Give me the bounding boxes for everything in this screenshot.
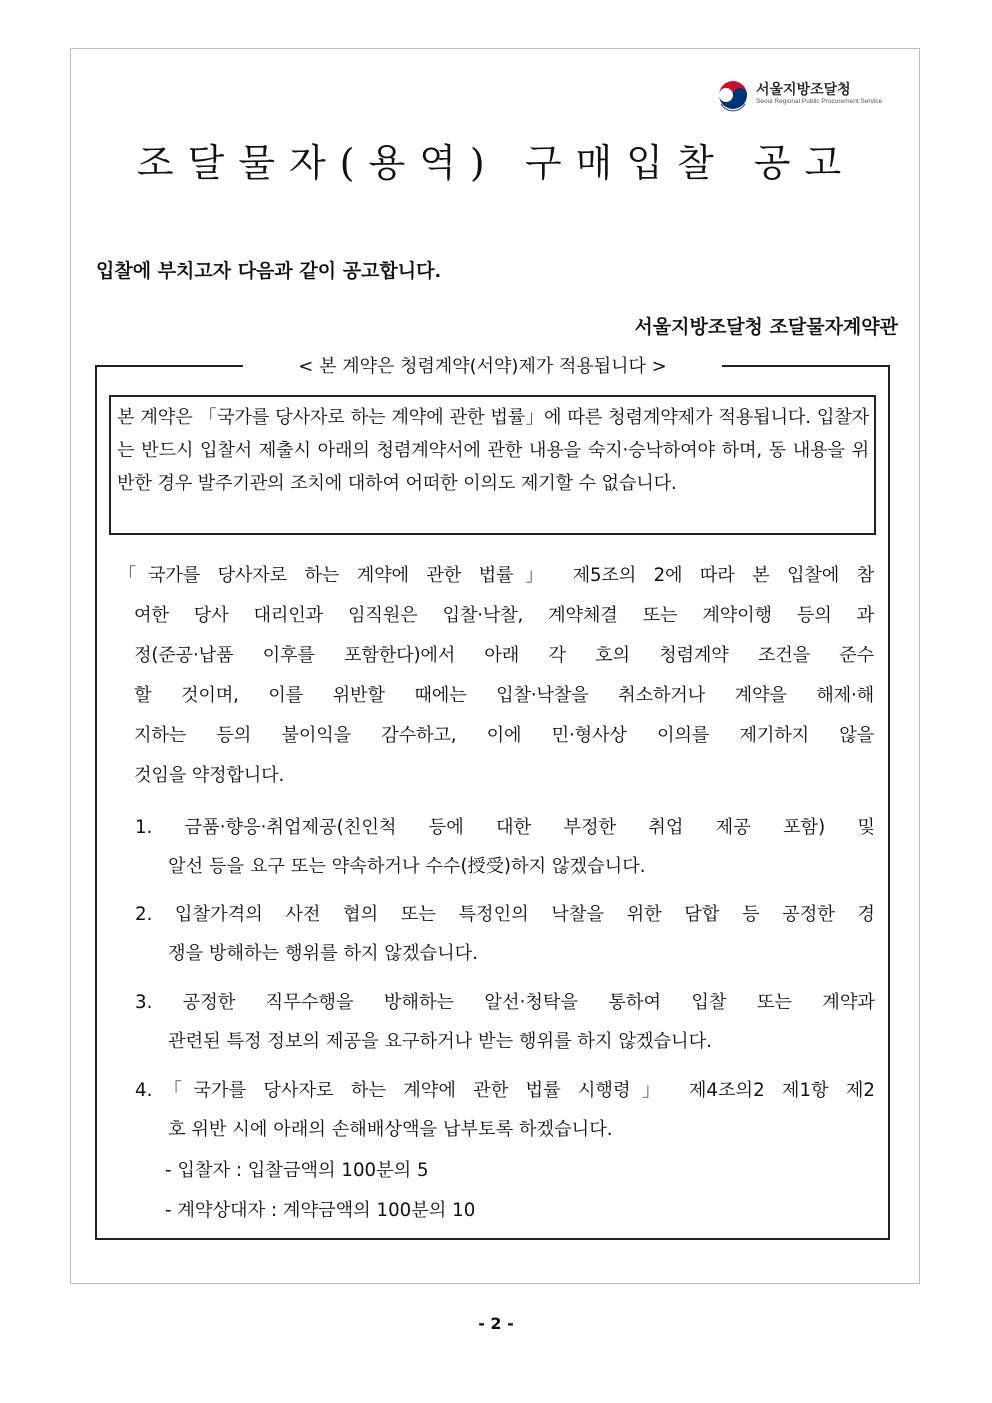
pledge-line: 것임을 약정합니다. [134,765,285,786]
box-border-right [722,365,890,367]
page-number: - 2 - [478,1314,514,1333]
box-border-left [95,365,243,367]
pledge-line: 정(준공·납품 이후를 포함한다)에서 아래 각 호의 청렴계약 조건을 준수 [134,645,874,666]
logo-name: 서울지방조달청 [756,82,851,98]
intro-text: 입찰에 부치고자 다음과 같이 공고합니다. [96,260,442,282]
list-item: 1. 금품·향응·취업제공(친인척 등에 대한 부정한 취업 제공 포함) 및 알선 등을 요구 또는 약속하거나 수수(授受)하지 않겠습니다. [135,817,875,877]
logo-subtitle: Seoul Regional Public Procurement Service [756,98,883,105]
list-item: 4.「국가를 당사자로 하는 계약에 관한 법률 시행령」 제4조의2 제1항 제2 호 위반 시에 아래의 손해배상액을 납부토록 하겠습니다. [135,1080,875,1140]
sub-item-bidder: - 입찰자 : 입찰금액의 100분의 5 [165,1160,429,1181]
list-item: 2. 입찰가격의 사전 협의 또는 특정인의 낙찰을 위한 담합 등 공정한 경 쟁을 방해하는 행위를 하지 않겠습니다. [135,904,875,964]
box-heading: < 본 계약은 청렴계약(서약)제가 적용됩니다 > [298,356,667,377]
pledge-text [118,556,874,796]
pledge-line: 지하는 등의 불이익을 감수하고, 이에 민·형사상 이의를 제기하지 않을 [134,725,874,746]
logo [716,78,906,112]
pledge-line: 할 것이며, 이를 위반할 때에는 입찰·낙찰을 취소하거나 계약을 해제·해 [134,685,874,706]
document-title: 조달물자(용역) 구매입찰 공고 [136,141,856,185]
list-item: 3. 공정한 직무수행을 방해하는 알선·청탁을 통하여 입찰 또는 계약과 관련된 특정 정보의 제공을 요구하거나 받는 행위를 하지 않겠습니다. [135,992,875,1052]
sub-item-contractor: - 계약상대자 : 계약금액의 100분의 10 [165,1200,476,1221]
notice-box: 본 계약은 「국가를 당사자로 하는 계약에 관한 법률」에 따른 청렴계약제가 적용됩니다. 입찰자는 반드시 입찰서 제출시 아래의 청렴계약서에 관한 내용을 숙지·승낙하여야 하며, 동 내용을 위반한 경우 발주기관의 조치에 대하여 어떠한 이의도 제기할 수 없습니다. [109,395,876,535]
issuer: 서울지방조달청 조달물자계약관 [634,316,898,338]
pledge-line: 여한 당사 대리인과 임직원은 입찰·낙찰, 계약체결 또는 계약이행 등의 과 [134,605,874,626]
taegeuk-emblem-icon [716,78,750,112]
pledge-line: 「국가를 당사자로 하는 계약에 관한 법률」 제5조의 2에 따라 본 입찰에 참 [118,565,874,586]
